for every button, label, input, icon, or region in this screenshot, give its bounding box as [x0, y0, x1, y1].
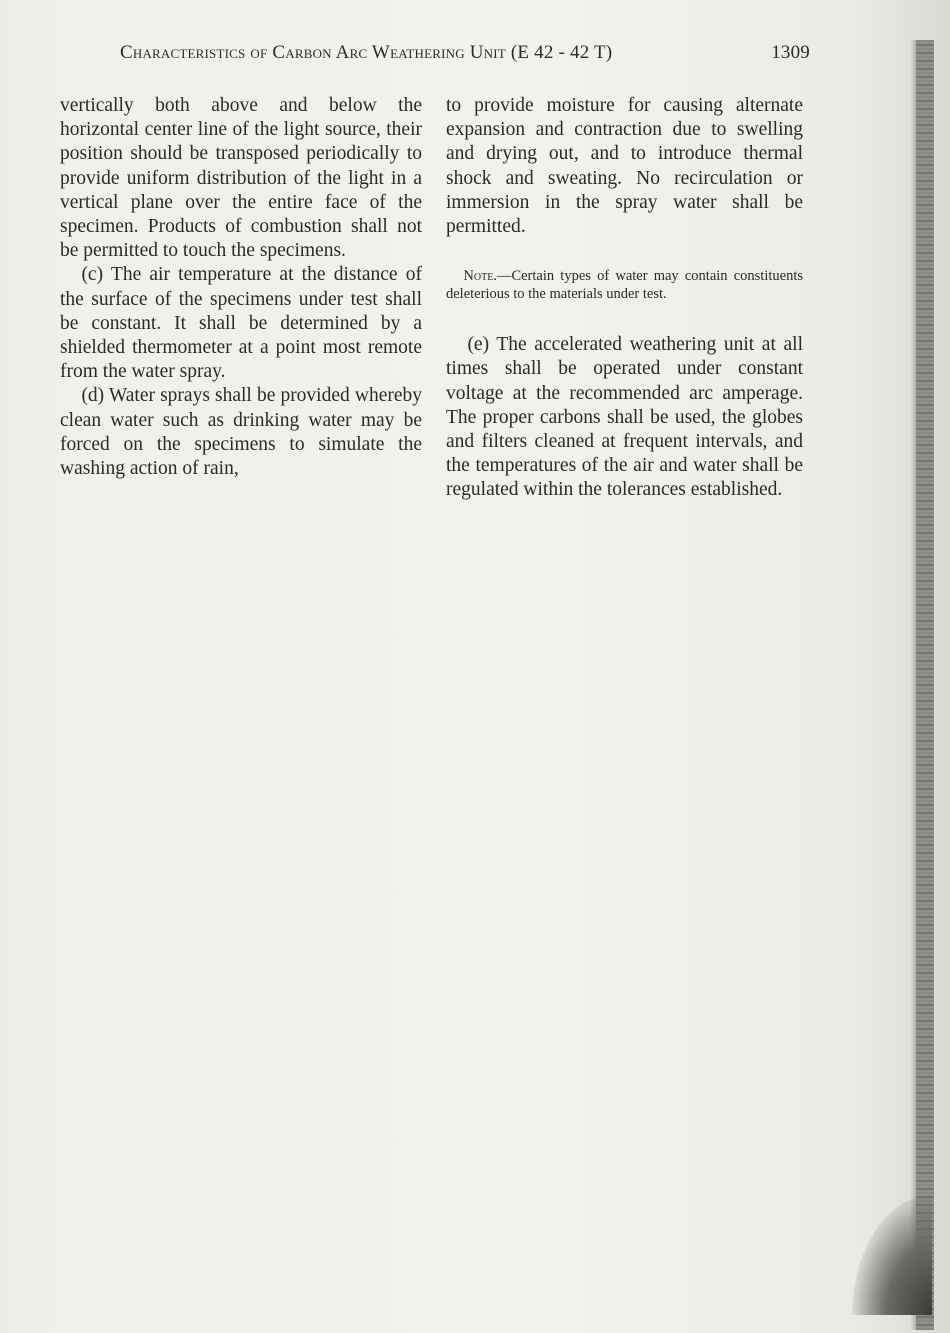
spacer — [446, 303, 803, 333]
left-paragraph-1: vertically both above and below the horizontal center line of the light source, their position should be transposed periodically to provide uniform distribution of the light in a vertical plane over the entire face of the specimen. Products of combustion shall not be permitted to touch the specimens. — [60, 95, 422, 262]
left-paragraph-c: (c) The air temperature at the distance of the surface of the specimens under test shall be constant. It shall be determined by a shielded thermometer at a point most remote from the water spray. — [60, 264, 422, 383]
right-paragraph-1: to provide moisture for causing alternate expansion and contraction due to swelling and drying out, and to introduce thermal shock and sweating. No recirculation or immersion in the spray water shall be permitted. — [446, 95, 803, 238]
running-header — [120, 42, 810, 64]
page-corner-curl — [852, 1195, 932, 1315]
right-paragraph-e: (e) The accelerated weathering unit at all times shall be operated under constant voltage at the recommended arc amperage. The proper carbons shall be used, the globes and filters cleaned at frequent intervals, and the temperatures of the air and water shall be regulated within the tolerances established. — [446, 334, 803, 501]
binding-edge — [916, 40, 934, 1330]
left-paragraph-d: (d) Water sprays shall be provided whereby clean water such as drinking water may be forced on the specimens to simulate the washing action of rain, — [60, 385, 422, 480]
note-paragraph — [446, 267, 803, 303]
page-number: 1309 — [771, 42, 810, 63]
note-text: —Certain types of water may contain constituents deleterious to the materials under test. — [446, 268, 803, 303]
left-column — [60, 94, 422, 481]
right-column — [446, 94, 803, 503]
note-label: Note. — [463, 268, 497, 285]
running-header-title: Characteristics of Carbon Arc Weathering Unit (E 42 - 42 T) — [120, 42, 613, 63]
